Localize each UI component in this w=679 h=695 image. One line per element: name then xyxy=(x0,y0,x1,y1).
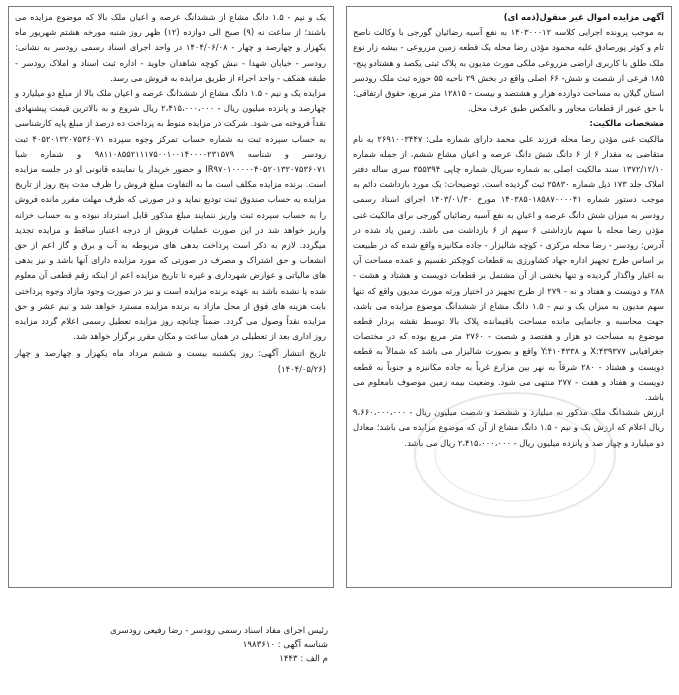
auction-terms: مزایده یک و نیم - ۱.۵ دانگ مشاع از ششدانگ عرصه و اعیان ملک بالا از مبلغ دو میلیارد و چهارصد و پانزده میلیون ریال - ۲،۴۱۵،۰۰۰،۰۰۰ ریال شروع و به بالاترین قیمت پیشنهادی نقداً فروخته می شود. شرکت در مزایده منوط به پرداخت ده درصد از مبلغ پایه کارشناسی به حساب سپرده ثبت به شماره حساب تمرکز وجوه سپرده ۴۰۵۲۰۱۳۲۰۷۵۳۶۰۷۱ ثبت رودسر و شناسه ۹۸۱۱۰۸۵۵۲۱۱۱۷۵۰۰۱۰۰۱۴۰۰۰۰۲۳۱۵۷۹ و شماره شبا IR۹۷۰۱۰۰۰۰۰۴۰۵۲۰۱۳۲۰۷۵۳۶۰۷۱ و حضور خریدار یا نماینده قانونی او در جلسه مزایده است. برنده مزایده مکلف است ما به التفاوت مبلغ فروش را ظرف مدت پنج روز از تاریخ مزایده به حساب صندوق ثبت تودیع نماید و در صورتی که ظرف مهلت مقرر مانده فروش را به حساب سپرده ثبت واریز ننمایند مبلغ مذکور قابل استرداد نبوده و به حساب خزانه واریز خواهد شد در این صورت عملیات فروش از درجه اعتبار ساقط و مزایده تجدید میگردد. لازم به ذکر است پرداخت بدهی های مربوطه به آب و برق و گاز اعم از حق انشعاب و حق اشتراک و مصرف در صورتی که مورد مزایده دارای آنها باشد و نیز بدهی های مالیاتی و عوارض شهرداری و غیره تا تاریخ مزایده اعم از اینکه رقم قطعی آن معلوم شده یا نشده باشد به عهده برنده مزایده است و نیز در صورت وجود مازاد وجوه پرداختی بابت هزینه های فوق از محل مازاد به برنده مزایده مسترد خواهد شد و نیم عشر و حق مزایده نقداً وصول می گردد. ضمناً چنانچه روز مزایده تعطیل رسمی اعلام گردد مزایده روز اداری بعد از تعطیلی در همان ساعت و مکان مقرر برگزار خواهد شد. xyxy=(15,88,327,342)
notice-title: آگهی مزایده اموال غیر منقول(ذمه ای) xyxy=(503,12,664,22)
mim-alef-number: م الف : ۱۴۴۳ xyxy=(279,654,328,664)
notice-id: شناسه آگهی : ۱۹۸۳۶۱۰ xyxy=(242,640,328,650)
ownership-details: مالکیت غنی مؤذن رضا محله فرزند علی محمد دارای شماره ملی: ۲۶۹۱۰۰۳۴۴۷ به نام متقاضی به مقدار ۶ از ۶ دانگ شش دانگ عرصه و اعیان مشاع ششم، از جمله شماره ۱۳۷۲/۱۲/۱۰ سند مالکیت اصلی به شماره سریال شماره چاپی ۳۵۵۳۹۴ سری ساله دفتر املاک جلد ۱۷۳ ذیل شماره ۲۵۸۳۰ ثبت گردیده است. توضیحات: یک مورد بازداشت دائم به موجب دستور شماره ۱۴۰۳۸۵۰۱۸۵۸۷۰۰۰۰۴۱ مورخ ۱۴۰۳/۰۱/۳۰ اجرای اسناد رسمی رودسر به میزان شش دانگ عرصه و اعیان به نفع آسیه رضائیان گورجی برای مالکیت غنی مؤذن رضا محله با سهم بازداشتی ۶ سهم از ۶ بازداشت می باشد. زمین یاد شده در آدرس: رودسر - رضا محله مرکزی - کوچه شالیزار - جاده مکانیزه واقع شده که در طبیعت بر اساس طرح تجهیز اداره جهاد کشاورزی به قطعات کوچکتر تقسیم و عمده مساحت آن به اغیار واگذار گردیده و تنها بخشی از آن مشتمل بر قطعات دویست و هشتاد و هشت - ۲۸۸ و دویست و هفتاد و نه - ۲۷۹ از طرح تجهیز در اختیار ورثه مورث مدیون واقع که تنها سهم مدیون به میزان یک و نیم - ۱.۵ دانگ مشاع از ششدانگ موضوع مزایده می باشد، جهت محاسبه و جانمایی مانده مساحت باقیمانده پلاک بالا توسط نقشه بردار قطعه موضوع به مساحت دو هزار و هفتصد و شصت - ۲۷۶۰ متر مربع بوده که در مختصات جغرافیایی X:۴۳۹۳۷۷ و Y:۴۱۰۴۳۳۸ واقع و بصورت شالیزار می باشد که شمالاً به قطعه دویست و هشتاد - ۲۸۰ شرقاً به نهر بین مزارع غرباً به جاده مکانیزه و جنوباً به قطعه دویست و هفتاد و هفت - ۲۷۷ منتهی می شود. وضعیت بیمه زمین موصوف نامعلوم می باشد. xyxy=(353,133,665,403)
publish-date: تاریخ انتشار آگهی: روز یکشنبه بیست و ششم مرداد ماه یکهزار و چهارصد و چهار (۱۴۰۴/۰۵/۲۶) xyxy=(15,348,326,374)
auction-schedule: یک و نیم - ۱.۵ دانگ مشاع از ششدانگ عرصه و اعیان ملک بالا که موضوع مزایده می باشند؛ از ساعت نه (۹) صبح الی دوازده (۱۲) ظهر روز شنبه مورخه هشتم شهریور ماه یکهزار و چهارصد و چهار - ۱۴۰۴/۰۶/۰۸ در واحد اجرای اسناد رسمی رودسر به نشانی: رودسر - خیابان شهدا - نبش کوچه شاهدان جاوید - اداره ثبت اسناد و املاک رودسر - طبقه همکف - واحد اجراء از طریق مزایده به فروش می رسد. xyxy=(15,12,326,83)
signature-line: رئیس اجرای مفاد اسناد رسمی رودسر - رضا رفیعی رودسری xyxy=(110,626,328,636)
notice-right-column xyxy=(346,6,672,588)
notice-left-column xyxy=(8,6,334,588)
notice-footer xyxy=(8,624,334,666)
valuation-paragraph: ارزش ششدانگ ملک مذکور نه میلیارد و ششصد و شصت میلیون ریال - ۹،۶۶۰،۰۰۰،۰۰۰ ریال اعلام که ارزش یک و نیم - ۱.۵ دانگ مشاع از آن که موضوع مزایده می باشد؛ معادل دو میلیارد و چهار صد و پانزده میلیون ریال - ۲،۴۱۵،۰۰۰،۰۰۰ ریال می باشد. xyxy=(353,407,664,448)
notice-property-description: به موجب پرونده اجرایی کلاسه ۱۴۰۳۰۰۰۱۲ به نفع آسیه رضائیان گورجی با وکالت ناصح تام و کوثر پورصادق علیه محمود مؤذن رضا محله یک قطعه زمین مزروعی - بیشه زار نوع ملک طلق با کاربری اراضی مزروعی ملکی مورث مدیون به پلاک ثبتی یکصد و هشتادو پنج- ۱۸۵ فرعی از شصت و شش- ۶۶ اصلی واقع در بخش ۲۹ ناحیه ۵۵ حوزه ثبت ملک رودسر استان گیلان به مساحت دوازده هزار و هشتصد و بیست - ۱۲۸۱۵ متر مربع، حقوق ارتفاقی: با حق عبور از قطعات مجاور و بالعکس طبق عرف محل. xyxy=(353,27,665,114)
ownership-subheading: مشخصات مالکیت: xyxy=(589,118,664,129)
